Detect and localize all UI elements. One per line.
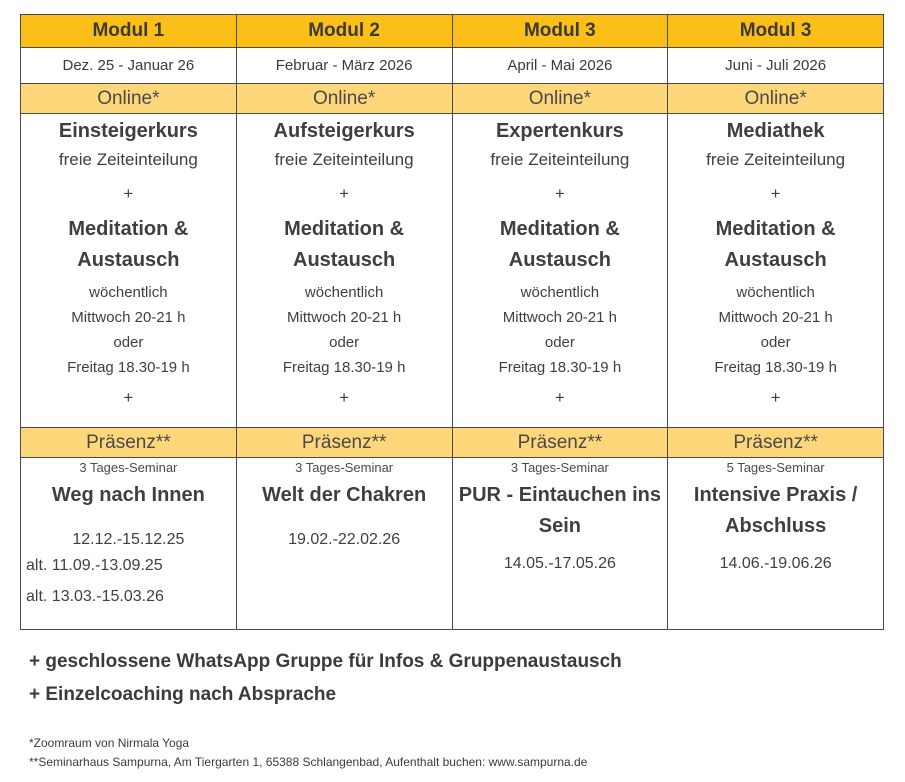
footnote-zoom: *Zoomraum von Nirmala Yoga [29, 736, 190, 750]
module-header-row [21, 15, 884, 48]
meditation-time-2: Freitag 18.30-19 h [714, 359, 837, 376]
seminar-date: 19.02.-22.02.26 [288, 531, 401, 548]
course-schedule: freie Zeiteinteilung [58, 150, 198, 169]
meditation-or: oder [113, 334, 144, 351]
meditation-time-2: Freitag 18.30-19 h [282, 359, 406, 376]
module-header: Modul 3 [668, 15, 884, 48]
online-label: Online* [236, 84, 452, 114]
meditation-time-2: Freitag 18.30-19 h [67, 359, 190, 376]
online-content-row [21, 114, 884, 428]
meditation-frequency: wöchentlich [304, 284, 384, 301]
meditation-frequency: wöchentlich [520, 284, 600, 301]
meditation-frequency: wöchentlich [89, 284, 168, 301]
online-label: Online* [452, 84, 668, 114]
extra-whatsapp-group: + geschlossene WhatsApp Gruppe für Infos & Gruppenaustausch [29, 651, 622, 672]
date-row [21, 48, 884, 84]
praesenz-label: Präsenz** [452, 428, 668, 458]
module-header: Modul 2 [236, 15, 452, 48]
seminar-title: Weg nach Innen [51, 484, 205, 506]
seminar-alternative-date: alt. 13.03.-15.03.26 [26, 588, 164, 605]
seminar-cell [21, 458, 237, 630]
course-title: Aufsteigerkurs [273, 120, 415, 142]
online-row [21, 84, 884, 114]
module-header: Modul 3 [452, 15, 668, 48]
module-header: Modul 1 [21, 15, 237, 48]
plus-sign: + [123, 184, 134, 203]
online-content-cell [21, 114, 237, 428]
meditation-title-line2: Austausch [77, 249, 180, 271]
module-date: April - Mai 2026 [452, 48, 668, 84]
online-label: Online* [668, 84, 884, 114]
meditation-time-1: Mittwoch 20-21 h [502, 309, 617, 326]
plus-sign: + [123, 388, 134, 407]
plus-sign: + [770, 388, 781, 407]
meditation-title-line1: Meditation & [499, 218, 620, 240]
seminar-type: 3 Tages-Seminar [79, 460, 178, 475]
online-label: Online* [21, 84, 237, 114]
online-content-cell [452, 114, 668, 428]
seminar-type: 5 Tages-Seminar [726, 460, 825, 475]
module-date: Februar - März 2026 [236, 48, 452, 84]
course-title: Mediathek [726, 120, 825, 142]
meditation-time-1: Mittwoch 20-21 h [71, 309, 186, 326]
seminar-date: 14.06.-19.06.26 [719, 555, 832, 572]
seminar-cell [236, 458, 452, 630]
meditation-or: oder [329, 334, 360, 351]
course-schedule: freie Zeiteinteilung [490, 150, 630, 169]
module-date: Juni - Juli 2026 [668, 48, 884, 84]
meditation-title-line2: Austausch [508, 249, 611, 271]
praesenz-label: Präsenz** [668, 428, 884, 458]
meditation-title-line2: Austausch [293, 249, 396, 271]
meditation-title-line2: Austausch [724, 249, 827, 271]
extra-einzelcoaching: + Einzelcoaching nach Absprache [29, 684, 337, 705]
course-title: Einsteigerkurs [58, 120, 198, 142]
plus-sign: + [339, 184, 350, 203]
module-date: Dez. 25 - Januar 26 [21, 48, 237, 84]
online-content-cell [236, 114, 452, 428]
footnote-seminarhaus: **Seminarhaus Sampurna, Am Tiergarten 1, 65388 Schlangenbad, Aufenthalt buchen: www.sampurna.de [29, 755, 588, 769]
seminar-date: 14.05.-17.05.26 [503, 555, 616, 572]
course-title: Expertenkurs [495, 120, 624, 142]
plus-sign: + [554, 388, 565, 407]
plus-sign: + [339, 388, 350, 407]
meditation-frequency: wöchentlich [736, 284, 815, 301]
plus-sign: + [554, 184, 565, 203]
seminar-type: 3 Tages-Seminar [295, 460, 394, 475]
praesenz-label: Präsenz** [21, 428, 237, 458]
seminar-cell [452, 458, 668, 630]
meditation-or: oder [544, 334, 575, 351]
seminar-date: 12.12.-15.12.25 [72, 531, 185, 548]
seminar-title-line2: Sein [538, 515, 581, 537]
praesenz-row [21, 428, 884, 458]
seminar-type: 3 Tages-Seminar [510, 460, 609, 475]
meditation-or: oder [760, 334, 791, 351]
course-schedule: freie Zeiteinteilung [706, 150, 846, 169]
schedule-table [20, 14, 884, 630]
seminar-title-line2: Abschluss [725, 515, 827, 537]
course-schedule: freie Zeiteinteilung [274, 150, 414, 169]
meditation-time-1: Mittwoch 20-21 h [718, 309, 833, 326]
praesenz-label: Präsenz** [236, 428, 452, 458]
meditation-title-line1: Meditation & [284, 218, 405, 240]
online-content-cell [668, 114, 884, 428]
seminar-title: Welt der Chakren [262, 484, 427, 506]
seminar-title: Intensive Praxis / [693, 484, 858, 506]
seminar-row [21, 458, 884, 630]
seminar-alternative-date: alt. 11.09.-13.09.25 [26, 557, 163, 574]
plus-sign: + [770, 184, 781, 203]
seminar-cell [668, 458, 884, 630]
meditation-time-2: Freitag 18.30-19 h [498, 359, 622, 376]
seminar-title: PUR - Eintauchen ins [458, 484, 661, 506]
meditation-title-line1: Meditation & [68, 218, 189, 240]
meditation-time-1: Mittwoch 20-21 h [287, 309, 402, 326]
meditation-title-line1: Meditation & [715, 218, 836, 240]
